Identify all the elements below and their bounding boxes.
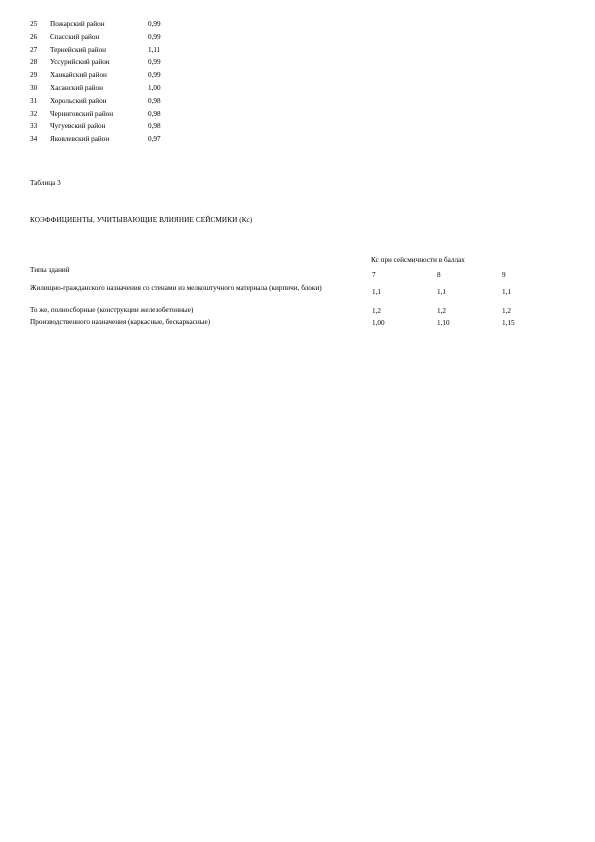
coef-value-7: 1,00 [372, 319, 385, 327]
district-row [30, 31, 178, 44]
coef-value-8: 1,1 [437, 288, 446, 296]
building-type: Производственного назначения (каркасные, бескаркасные) [30, 318, 211, 326]
district-row [30, 18, 178, 31]
district-number: 34 [30, 135, 38, 144]
district-row [30, 133, 178, 146]
district-name: Пожарский район [50, 20, 105, 28]
district-coefficient: 0,97 [148, 135, 161, 144]
district-name: Спасский район [50, 32, 100, 41]
coef-value-8: 1,10 [437, 319, 450, 327]
district-name: Уссурийский район [50, 58, 110, 67]
score-header-8: 8 [437, 271, 441, 279]
district-name: Черниговский район [50, 109, 114, 118]
district-number: 26 [30, 32, 38, 41]
district-name: Хасанский район [50, 83, 103, 92]
table-label: Таблица 3 [30, 179, 61, 187]
district-row [30, 120, 178, 133]
district-number: 28 [30, 58, 38, 67]
district-table-body [30, 18, 178, 146]
district-row [30, 82, 178, 95]
coef-value-9: 1,2 [502, 307, 511, 315]
district-coefficient: 0,98 [148, 109, 161, 118]
coef-value-9: 1,15 [502, 319, 515, 327]
building-type: То же, полносборные (конструкции железобетонные) [30, 306, 194, 314]
district-coefficient: 1,00 [148, 83, 161, 92]
district-row [30, 108, 178, 121]
coef-table-header [30, 256, 540, 284]
district-coefficient: 0,99 [148, 32, 161, 41]
district-number: 27 [30, 45, 38, 54]
district-coefficient: 0,99 [148, 58, 161, 67]
district-number: 29 [30, 71, 38, 80]
district-number: 32 [30, 109, 38, 118]
district-name: Тернейский район [50, 45, 107, 54]
district-row [30, 69, 178, 82]
district-coefficient: 1,11 [148, 45, 161, 54]
district-number: 25 [30, 20, 38, 28]
coef-value-7: 1,2 [372, 307, 381, 315]
district-name: Яковлевский район [50, 135, 110, 144]
district-coefficient: 0,99 [148, 20, 161, 28]
coef-value-9: 1,1 [502, 288, 511, 296]
building-types-header: Типы зданий [30, 266, 70, 274]
score-header-7: 7 [372, 271, 376, 279]
district-number: 30 [30, 83, 38, 92]
district-number: 33 [30, 122, 38, 131]
district-row [30, 95, 178, 108]
score-header-9: 9 [502, 271, 506, 279]
district-name: Ханкайский район [50, 71, 107, 80]
seismic-coefficient-table [30, 256, 540, 330]
section-title: КОЭФФИЦИЕНТЫ, УЧИТЫВАЮЩИЕ ВЛИЯНИЕ СЕЙСМИКИ (Кс) [30, 216, 253, 224]
district-coefficient-table [30, 18, 178, 146]
building-type: Жилищно-гражданского назначения со стенами из мелкоштучного материала (кирпичи, блоки) [30, 284, 322, 292]
district-name: Хорольский район [50, 96, 107, 105]
district-coefficient: 0,98 [148, 96, 161, 105]
ks-header: Кс при сейсмичности в баллах [371, 256, 465, 264]
district-coefficient: 0,99 [148, 71, 161, 80]
coef-value-8: 1,2 [437, 307, 446, 315]
coef-row [30, 284, 540, 306]
coef-row [30, 318, 540, 330]
district-number: 31 [30, 96, 38, 105]
district-name: Чугуевский район [50, 122, 106, 131]
coef-row [30, 306, 540, 318]
district-row [30, 44, 178, 57]
district-coefficient: 0,98 [148, 122, 161, 131]
district-row [30, 56, 178, 69]
coef-value-7: 1,1 [372, 288, 381, 296]
